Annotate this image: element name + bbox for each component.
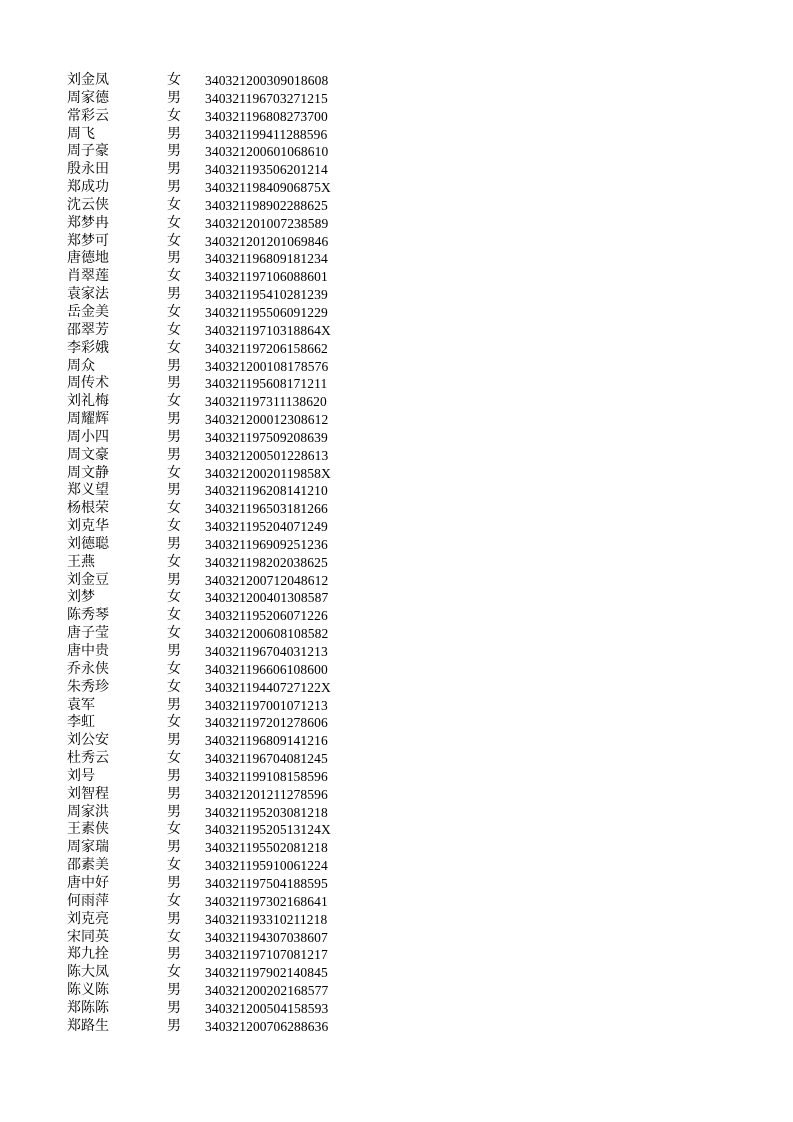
table-row <box>67 875 367 893</box>
id-number-cell: 340321197106088601 <box>205 269 328 285</box>
table-row <box>67 893 367 911</box>
name-cell: 唐中好 <box>67 874 109 891</box>
table-row <box>67 536 367 554</box>
table-row <box>67 750 367 768</box>
gender-cell: 男 <box>167 535 181 552</box>
gender-cell: 女 <box>167 821 181 838</box>
name-cell: 刘克华 <box>67 518 109 535</box>
table-row <box>67 215 367 233</box>
gender-cell: 女 <box>167 339 181 356</box>
id-number-cell: 340321200706288636 <box>205 1018 329 1034</box>
id-number-cell: 340321195203081218 <box>205 804 328 820</box>
id-number-cell: 340321200108178576 <box>205 358 329 374</box>
name-cell: 王燕 <box>67 553 95 570</box>
table-row <box>67 607 367 625</box>
gender-cell: 女 <box>167 500 181 517</box>
name-cell: 陈秀琴 <box>67 607 109 624</box>
table-row <box>67 161 367 179</box>
name-cell: 周小四 <box>67 428 109 445</box>
gender-cell: 男 <box>167 125 181 142</box>
gender-cell: 女 <box>167 464 181 481</box>
table-row <box>67 340 367 358</box>
id-number-cell: 340321200309018608 <box>205 73 329 88</box>
table-row <box>67 322 367 340</box>
gender-cell: 男 <box>167 1017 181 1034</box>
name-cell: 郑义望 <box>67 482 109 499</box>
gender-cell: 男 <box>167 286 181 303</box>
id-number-cell: 340321197001071213 <box>205 697 328 713</box>
name-cell: 周家瑞 <box>67 839 109 856</box>
gender-cell: 男 <box>167 999 181 1016</box>
name-cell: 常彩云 <box>67 107 109 124</box>
table-row <box>67 1018 367 1036</box>
table-row <box>67 482 367 500</box>
table-row <box>67 821 367 839</box>
name-cell: 陈义陈 <box>67 982 109 999</box>
name-cell: 周传术 <box>67 375 109 392</box>
gender-cell: 女 <box>167 750 181 767</box>
id-number-cell: 340321197509208639 <box>205 429 328 445</box>
name-cell: 刘智程 <box>67 785 109 802</box>
gender-cell: 女 <box>167 232 181 249</box>
table-row <box>67 786 367 804</box>
gender-cell: 女 <box>167 268 181 285</box>
name-cell: 刘德聪 <box>67 535 109 552</box>
table-row <box>67 857 367 875</box>
gender-cell: 女 <box>167 214 181 231</box>
gender-cell: 男 <box>167 428 181 445</box>
name-cell: 周家洪 <box>67 803 109 820</box>
name-cell: 唐德地 <box>67 250 109 267</box>
name-cell: 袁军 <box>67 696 95 713</box>
table-row <box>67 643 367 661</box>
table-row <box>67 911 367 929</box>
id-number-cell: 34032119520513124X <box>205 822 331 838</box>
table-row <box>67 1000 367 1018</box>
gender-cell: 女 <box>167 928 181 945</box>
name-cell: 周文豪 <box>67 446 109 463</box>
table-row <box>67 554 367 572</box>
id-number-cell: 340321194307038607 <box>205 929 328 945</box>
table-row <box>67 72 367 90</box>
table-row <box>67 804 367 822</box>
gender-cell: 男 <box>167 357 181 374</box>
id-number-cell: 340321198902288625 <box>205 197 328 213</box>
name-cell: 刘梦 <box>67 589 95 606</box>
table-row <box>67 982 367 1000</box>
id-number-cell: 340321196808273700 <box>205 108 328 124</box>
id-number-cell: 34032120020119858X <box>205 465 331 481</box>
table-row <box>67 946 367 964</box>
name-cell: 邵翠芳 <box>67 321 109 338</box>
gender-cell: 男 <box>167 89 181 106</box>
name-cell: 宋同英 <box>67 928 109 945</box>
name-cell: 刘公安 <box>67 732 109 749</box>
gender-cell: 女 <box>167 553 181 570</box>
id-number-cell: 340321196703271215 <box>205 90 328 106</box>
gender-cell: 女 <box>167 892 181 909</box>
name-cell: 唐子莹 <box>67 625 109 642</box>
gender-cell: 男 <box>167 910 181 927</box>
table-row <box>67 286 367 304</box>
name-cell: 朱秀珍 <box>67 678 109 695</box>
id-number-cell: 340321196809181234 <box>205 251 328 267</box>
id-number-cell: 340321201007238589 <box>205 215 329 231</box>
id-number-cell: 34032119710318864X <box>205 322 331 338</box>
name-cell: 刘金豆 <box>67 571 109 588</box>
id-number-cell: 340321196704031213 <box>205 644 328 659</box>
gender-cell: 女 <box>167 607 181 624</box>
id-number-cell: 340321193506201214 <box>205 162 328 178</box>
id-number-cell: 340321199108158596 <box>205 768 328 784</box>
gender-cell: 女 <box>167 518 181 535</box>
name-cell: 肖翠莲 <box>67 268 109 285</box>
table-row <box>67 197 367 215</box>
table-row <box>67 393 367 411</box>
id-number-cell: 340321195506091229 <box>205 304 328 320</box>
table-row <box>67 572 367 590</box>
table-row <box>67 304 367 322</box>
name-cell: 乔永侠 <box>67 660 109 677</box>
id-number-cell: 340321196909251236 <box>205 536 328 552</box>
gender-cell: 女 <box>167 964 181 981</box>
id-number-cell: 340321200601068610 <box>205 144 329 160</box>
gender-cell: 男 <box>167 446 181 463</box>
name-cell: 杨根荣 <box>67 500 109 517</box>
name-cell: 郑九拴 <box>67 946 109 963</box>
gender-cell: 男 <box>167 696 181 713</box>
table-row <box>67 465 367 483</box>
id-number-cell: 340321197201278606 <box>205 715 328 731</box>
table-row <box>67 233 367 251</box>
name-cell: 周文静 <box>67 464 109 481</box>
name-cell: 陈大凤 <box>67 964 109 981</box>
id-number-cell: 340321201201069846 <box>205 233 329 249</box>
name-cell: 王素侠 <box>67 821 109 838</box>
gender-cell: 女 <box>167 678 181 695</box>
gender-cell: 男 <box>167 946 181 963</box>
name-cell: 李虹 <box>67 714 95 731</box>
name-cell: 郑梦可 <box>67 232 109 249</box>
gender-cell: 男 <box>167 179 181 196</box>
gender-cell: 男 <box>167 643 181 659</box>
id-number-cell: 340321197206158662 <box>205 340 328 356</box>
table-row <box>67 929 367 947</box>
gender-cell: 男 <box>167 732 181 749</box>
gender-cell: 女 <box>167 196 181 213</box>
id-number-cell: 340321197302168641 <box>205 893 328 909</box>
id-number-cell: 340321201211278596 <box>205 786 328 802</box>
id-number-cell: 340321200504158593 <box>205 1000 329 1016</box>
name-cell: 刘克亮 <box>67 910 109 927</box>
id-number-cell: 34032119840906875X <box>205 180 331 196</box>
name-cell: 周飞 <box>67 125 95 142</box>
id-number-cell: 340321198202038625 <box>205 554 328 570</box>
id-number-cell: 340321197107081217 <box>205 947 328 963</box>
gender-cell: 女 <box>167 303 181 320</box>
gender-cell: 女 <box>167 857 181 874</box>
table-row <box>67 375 367 393</box>
id-number-cell: 340321200012308612 <box>205 412 329 428</box>
gender-cell: 女 <box>167 660 181 677</box>
gender-cell: 女 <box>167 72 181 88</box>
id-number-cell: 340321200202168577 <box>205 983 329 999</box>
gender-cell: 男 <box>167 250 181 267</box>
table-row <box>67 126 367 144</box>
table-row <box>67 697 367 715</box>
table-row <box>67 661 367 679</box>
name-cell: 周众 <box>67 357 95 374</box>
gender-cell: 男 <box>167 161 181 178</box>
id-number-cell: 340321195206071226 <box>205 608 328 624</box>
table-row <box>67 732 367 750</box>
id-number-cell: 340321197902140845 <box>205 965 328 981</box>
gender-cell: 男 <box>167 411 181 428</box>
id-number-cell: 340321196809141216 <box>205 733 328 749</box>
table-row <box>67 518 367 536</box>
name-cell: 沈云侠 <box>67 196 109 213</box>
id-number-cell: 340321195502081218 <box>205 840 328 856</box>
gender-cell: 男 <box>167 375 181 392</box>
name-cell: 杜秀云 <box>67 750 109 767</box>
table-row <box>67 447 367 465</box>
id-number-cell: 340321195608171211 <box>205 376 328 392</box>
gender-cell: 女 <box>167 625 181 642</box>
name-cell: 岳金美 <box>67 303 109 320</box>
id-number-cell: 340321196503181266 <box>205 501 328 517</box>
id-number-cell: 340321195204071249 <box>205 519 328 535</box>
gender-cell: 男 <box>167 982 181 999</box>
name-cell: 何雨萍 <box>67 892 109 909</box>
id-number-cell: 340321200501228613 <box>205 447 329 463</box>
records-table <box>67 72 367 1036</box>
gender-cell: 女 <box>167 589 181 606</box>
name-cell: 郑成功 <box>67 179 109 196</box>
name-cell: 殷永田 <box>67 161 109 178</box>
table-row <box>67 358 367 376</box>
table-row <box>67 90 367 108</box>
name-cell: 李彩娥 <box>67 339 109 356</box>
table-row <box>67 679 367 697</box>
table-row <box>67 768 367 786</box>
name-cell: 刘礼梅 <box>67 393 109 410</box>
name-cell: 周子豪 <box>67 143 109 160</box>
gender-cell: 男 <box>167 143 181 160</box>
name-cell: 刘号 <box>67 767 95 784</box>
name-cell: 袁家法 <box>67 286 109 303</box>
table-row <box>67 411 367 429</box>
name-cell: 郑路生 <box>67 1017 109 1034</box>
name-cell: 郑陈陈 <box>67 999 109 1016</box>
id-number-cell: 340321200712048612 <box>205 572 329 588</box>
table-row <box>67 839 367 857</box>
id-number-cell: 340321199411288596 <box>205 126 328 142</box>
id-number-cell: 340321196704081245 <box>205 751 328 767</box>
id-number-cell: 34032119440727122X <box>205 679 331 695</box>
table-row <box>67 250 367 268</box>
gender-cell: 男 <box>167 482 181 499</box>
gender-cell: 男 <box>167 767 181 784</box>
id-number-cell: 340321195910061224 <box>205 858 328 874</box>
table-row <box>67 589 367 607</box>
name-cell: 邵素美 <box>67 857 109 874</box>
table-row <box>67 500 367 518</box>
id-number-cell: 340321195410281239 <box>205 287 328 303</box>
gender-cell: 男 <box>167 803 181 820</box>
gender-cell: 女 <box>167 393 181 410</box>
table-row <box>67 714 367 732</box>
gender-cell: 女 <box>167 321 181 338</box>
id-number-cell: 340321200608108582 <box>205 626 329 642</box>
table-row <box>67 268 367 286</box>
table-row <box>67 964 367 982</box>
table-row <box>67 143 367 161</box>
gender-cell: 男 <box>167 874 181 891</box>
gender-cell: 男 <box>167 839 181 856</box>
table-row <box>67 625 367 643</box>
name-cell: 周耀辉 <box>67 411 109 428</box>
id-number-cell: 340321196606108600 <box>205 661 328 677</box>
name-cell: 郑梦冉 <box>67 214 109 231</box>
id-number-cell: 340321196208141210 <box>205 483 328 499</box>
id-number-cell: 340321197311138620 <box>205 394 327 410</box>
name-cell: 唐中贵 <box>67 643 109 659</box>
name-cell: 周家德 <box>67 89 109 106</box>
id-number-cell: 340321193310211218 <box>205 911 328 927</box>
gender-cell: 男 <box>167 571 181 588</box>
table-row <box>67 179 367 197</box>
gender-cell: 女 <box>167 714 181 731</box>
id-number-cell: 340321200401308587 <box>205 590 329 606</box>
gender-cell: 女 <box>167 107 181 124</box>
table-row <box>67 108 367 126</box>
id-number-cell: 340321197504188595 <box>205 875 328 891</box>
table-row <box>67 429 367 447</box>
gender-cell: 男 <box>167 785 181 802</box>
name-cell: 刘金凤 <box>67 72 109 88</box>
